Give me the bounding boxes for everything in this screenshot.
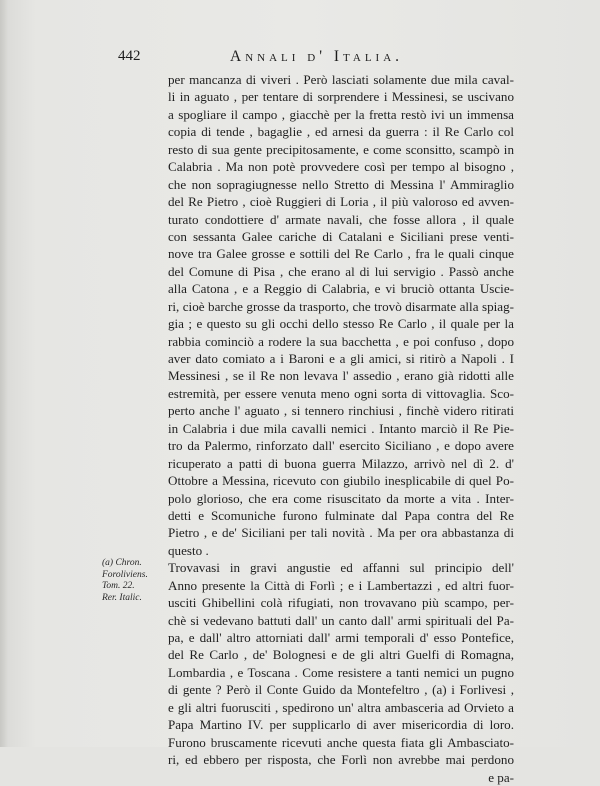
- text-line: aver dato comiato a i Baroni e a gli amici, si ritirò a Napoli . I: [168, 351, 514, 366]
- text-line: detti e Scomuniche furono fulminate dal Papa contra del Re: [168, 507, 514, 523]
- text-line: del Re Pietro , cioè Ruggieri di Loria , il più valoroso ed avven-: [168, 194, 514, 210]
- footnote-line: Foroliviens.: [102, 569, 148, 580]
- text-line: li in aguato , per tentare di sorprendere i Messinesi, se uscivano: [168, 89, 514, 105]
- text-line: del Comune di Pisa , che erano al di lui servigio . Passò anche: [168, 263, 514, 279]
- marginal-footnote: [102, 558, 166, 604]
- footnote-line: (a) Chron.: [102, 558, 142, 568]
- text-line: tro da Palermo, rinforzato dall' esercito Siciliano , e dopo avere: [168, 438, 514, 454]
- running-title: Annali d' Italia.: [230, 48, 404, 65]
- text-line: del Re Carlo , de' Bolognesi e de gli altri Guelfi di Romagna,: [168, 647, 514, 663]
- text-line: Messinesi , se il Re non levava l' assedio , erano già ridotti alle: [168, 368, 514, 384]
- text-line: ri, cioè barche grosse da trasporto, che trovò disarmate alla spiag-: [168, 298, 514, 314]
- text-line: Anno presente la Città di Forlì ; e i Lambertazzi , ed altri fuor-: [168, 577, 514, 593]
- footnote-line: Rer. Italic.: [102, 592, 142, 603]
- text-line: resto di sua gente precipitosamente, e come sconsitto, scampò in: [168, 141, 514, 157]
- text-line: che non sopragiugnesse nello Stretto di Messina l' Ammiraglio: [168, 176, 514, 192]
- text-line: copia di tende , bagaglie , ed arnesi da guerra : il Re Carlo col: [168, 124, 514, 140]
- text-line: Pietro , e de' Siciliani per tali novità . Ma per ora abbastanza di: [168, 525, 514, 541]
- text-line: in Calabria i due mila cavalli nemici . Intanto marciò il Re Pie-: [168, 420, 514, 436]
- text-line: Trovavasi in gravi angustie ed affanni sul principio dell': [168, 560, 514, 576]
- page-gutter-shadow: [0, 0, 8, 747]
- text-line: chè si vedevano battuti dall' un canto dall' armi spirituali del Pa-: [168, 612, 514, 628]
- text-line: gia ; e questo su gli occhi dello stesso Re Carlo , il quale per la: [168, 316, 514, 332]
- text-line: Furono bruscamente ricevuti anche questa fiata gli Ambasciato-: [168, 734, 514, 750]
- text-line: alla Catona , e a Reggio di Calabria, e vi bruciò ottanta Uscie-: [168, 281, 514, 297]
- text-line: Papa Martino IV. per supplicarlo di aver misericordia di loro.: [168, 717, 514, 733]
- text-line: ri, ed ebbero per risposta, che Forlì non avrebbe mai perdono: [168, 752, 514, 768]
- text-line: Ottobre a Messina, ricevuto con giubilo inesplicabile di quel Po-: [168, 473, 514, 489]
- page-header: [118, 48, 518, 72]
- body-text: [168, 71, 514, 786]
- text-line: turato condottiere d' armate navali, che fosse allora , il quale: [168, 211, 514, 227]
- text-line: nove tra Galee grosse e sottili del Re Carlo , fra le quali cinque: [168, 246, 514, 262]
- text-line: estremità, per essere venuta meno ogni sorta di vittovaglia. Sco-: [168, 385, 514, 401]
- text-line: ricuperato a patti di buona guerra Milazzo, arrivò nel dì 2. d': [168, 455, 514, 471]
- text-line: Calabria . Ma non potè provvedere così per tempo al bisogno ,: [168, 159, 514, 175]
- text-line: e gli altri fuorusciti , spedirono un' altra ambasceria ad Orvieto a: [168, 699, 514, 715]
- footnote-line: Tom. 22.: [102, 581, 135, 591]
- text-line: rabbia cominciò a rodere la sua bacchetta , e poi confuso , dopo: [168, 333, 514, 349]
- text-line: usciti Ghibellini colà rifugiati, non trovavano più scampo, per-: [168, 595, 514, 611]
- text-line: con sessanta Galee cariche di Catalani e Siciliani prese venti-: [168, 228, 514, 244]
- text-line: pa, e dall' altro attorniati dall' armi temporali d' esso Pontefice,: [168, 630, 514, 645]
- page-number: 442: [118, 48, 141, 64]
- text-line: e pa-: [488, 769, 514, 785]
- text-line: Lombardia , e Toscana . Come resistere a tanti nemici un pugno: [168, 664, 514, 680]
- text-line: a spogliare il campo , giacchè per la fretta restò ivi un immensa: [168, 106, 514, 122]
- text-line: per mancanza di viveri . Però lasciati solamente due mila caval-: [168, 72, 514, 87]
- text-line: polo glorioso, che era come risuscitato da morte a vita . Inter-: [168, 490, 514, 506]
- text-line: di gente ? Però il Conte Guido da Montefeltro , (a) i Forlivesi ,: [168, 682, 514, 698]
- text-line: perto anche l' aguato , si tennero rinchiusi , finchè videro ritirati: [168, 403, 514, 419]
- text-line: questo .: [168, 542, 209, 558]
